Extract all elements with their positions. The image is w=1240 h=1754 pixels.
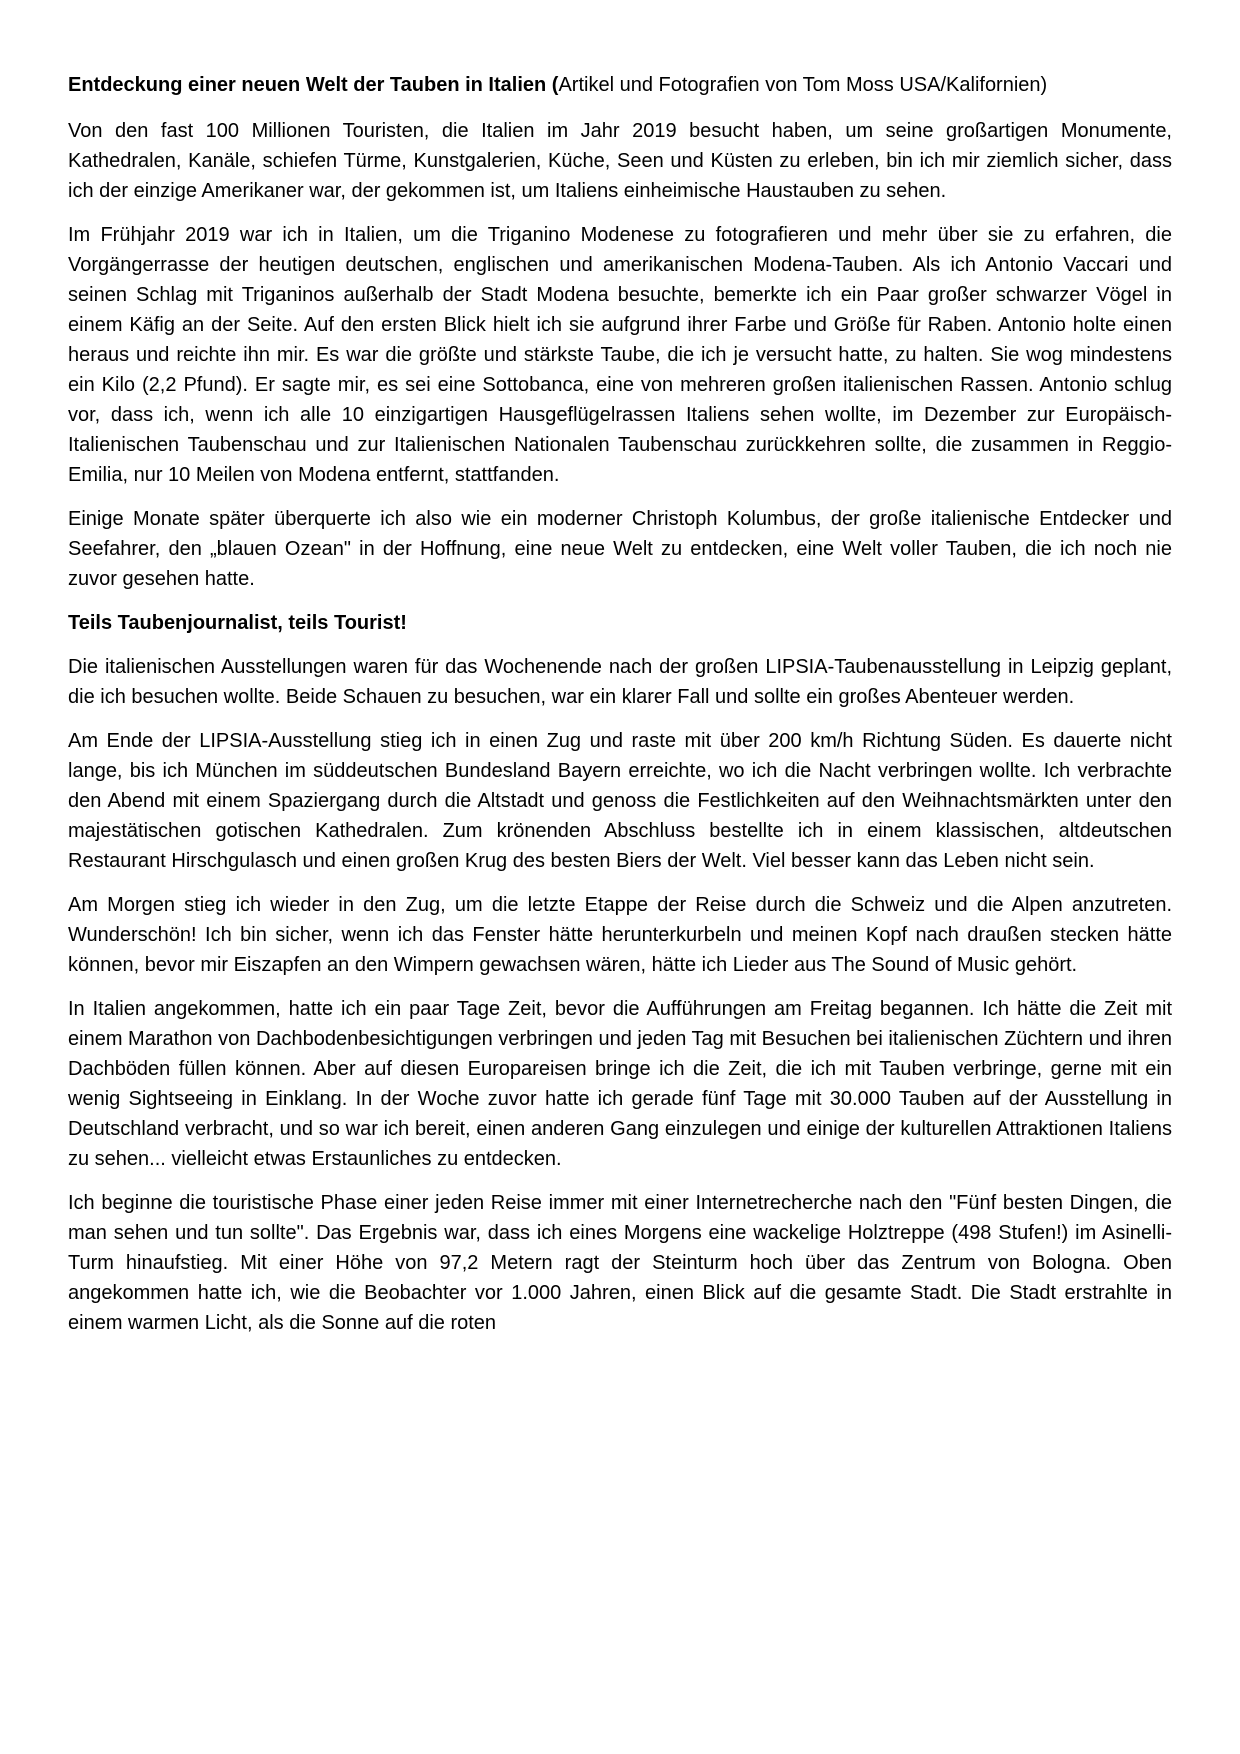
- paragraph-columbus: Einige Monate später überquerte ich also wie ein moderner Christoph Kolumbus, der große italienische Entdecker und Seefahrer, den „blauen Ozean" in der Hoffnung, eine neue Welt zu entdecken, eine Welt voller Tauben, die ich noch nie zuvor gesehen hatte.: [68, 508, 1172, 590]
- paragraph-morning-train: Am Morgen stieg ich wieder in den Zug, um die letzte Etappe der Reise durch die Schweiz und die Alpen anzutreten. Wunderschön! Ich bin sicher, wenn ich das Fenster hätte herunterkurbeln und meinen Kopf nach draußen stecken hätte können, bevor mir Eiszapfen an den Wimpern gewachsen wären, hätte ich Lieder aus The Sound of Music gehört.: [68, 894, 1172, 976]
- document-title-byline: Artikel und Fotografien von Tom Moss USA/Kalifornien): [558, 74, 1048, 96]
- paragraph-lipsia-train: Am Ende der LIPSIA-Ausstellung stieg ich in einen Zug und raste mit über 200 km/h Richtung Süden. Es dauerte nicht lange, bis ich München im süddeutschen Bundesland Bayern erreichte, wo ich die Nacht verbringen wollte. Ich verbrachte den Abend mit einem Spaziergang durch die Altstadt und genoss die Festlichkeiten auf den Weihnachtsmärkten unter den majestätischen gotischen Kathedralen. Zum krönenden Abschluss bestellte ich in einem klassischen, altdeutschen Restaurant Hirschgulasch und einen großen Krug des besten Biers der Welt. Viel besser kann das Leben nicht sein.: [68, 730, 1172, 872]
- section-heading-journalist-tourist: Teils Taubenjournalist, teils Tourist!: [68, 612, 407, 634]
- paragraph-arrival-italy: In Italien angekommen, hatte ich ein paar Tage Zeit, bevor die Aufführungen am Freitag begannen. Ich hätte die Zeit mit einem Marathon von Dachbodenbesichtigungen verbringen und jeden Tag mit Besuchen bei italienischen Züchtern und ihren Dachböden füllen können. Aber auf diesen Europareisen bringe ich die Zeit, die ich mit Tauben verbringe, gerne mit ein wenig Sightseeing in Einklang. In der Woche zuvor hatte ich gerade fünf Tage mit 30.000 Tauben auf der Ausstellung in Deutschland verbracht, und so war ich bereit, einen anderen Gang einzulegen und einige der kulturellen Attraktionen Italiens zu sehen... vielleicht etwas Erstaunliches zu entdecken.: [68, 998, 1172, 1170]
- paragraph-spring-2019: Im Frühjahr 2019 war ich in Italien, um die Triganino Modenese zu fotografieren und mehr über sie zu erfahren, die Vorgängerrasse der heutigen deutschen, englischen und amerikanischen Modena-Tauben. Als ich Antonio Vaccari und seinen Schlag mit Triganinos außerhalb der Stadt Modena besuchte, bemerkte ich ein Paar großer schwarzer Vögel in einem Käfig an der Seite. Auf den ersten Blick hielt ich sie aufgrund ihrer Farbe und Größe für Raben. Antonio holte einen heraus und reichte ihn mir. Es war die größte und stärkste Taube, die ich je versucht hatte, zu halten. Sie wog mindestens ein Kilo (2,2 Pfund). Er sagte mir, es sei eine Sottobanca, eine von mehreren großen italienischen Rassen. Antonio schlug vor, dass ich, wenn ich alle 10 einzigartigen Hausgeflügelrassen Italiens sehen wollte, im Dezember zur Europäisch-Italienischen Taubenschau und zur Italienischen Nationalen Taubenschau zurückkehren sollte, die zusammen in Reggio-Emilia, nur 10 Meilen von Modena entfernt, stattfanden.: [68, 224, 1172, 486]
- paragraph-exhibitions: Die italienischen Ausstellungen waren für das Wochenende nach der großen LIPSIA-Taubenausstellung in Leipzig geplant, die ich besuchen wollte. Beide Schauen zu besuchen, war ein klarer Fall und sollte ein großes Abenteuer werden.: [68, 656, 1172, 708]
- document-title-main: Entdeckung einer neuen Welt der Tauben in Italien (: [68, 74, 559, 96]
- paragraph-tourist-phase: Ich beginne die touristische Phase einer jeden Reise immer mit einer Internetrecherche nach den "Fünf besten Dingen, die man sehen und tun sollte". Das Ergebnis war, dass ich eines Morgens eine wackelige Holztreppe (498 Stufen!) im Asinelli-Turm hinaufstieg. Mit einer Höhe von 97,2 Metern ragt der Steinturm hoch über das Zentrum von Bologna. Oben angekommen hatte ich, wie die Beobachter vor 1.000 Jahren, einen Blick auf die gesamte Stadt. Die Stadt erstrahlte in einem warmen Licht, als die Sonne auf die roten: [68, 1192, 1172, 1334]
- document-title: [68, 70, 1172, 100]
- paragraph-tourists: Von den fast 100 Millionen Touristen, die Italien im Jahr 2019 besucht haben, um seine großartigen Monumente, Kathedralen, Kanäle, schiefen Türme, Kunstgalerien, Küche, Seen und Küsten zu erleben, bin ich mir ziemlich sicher, dass ich der einzige Amerikaner war, der gekommen ist, um Italiens einheimische Haustauben zu sehen.: [68, 120, 1172, 202]
